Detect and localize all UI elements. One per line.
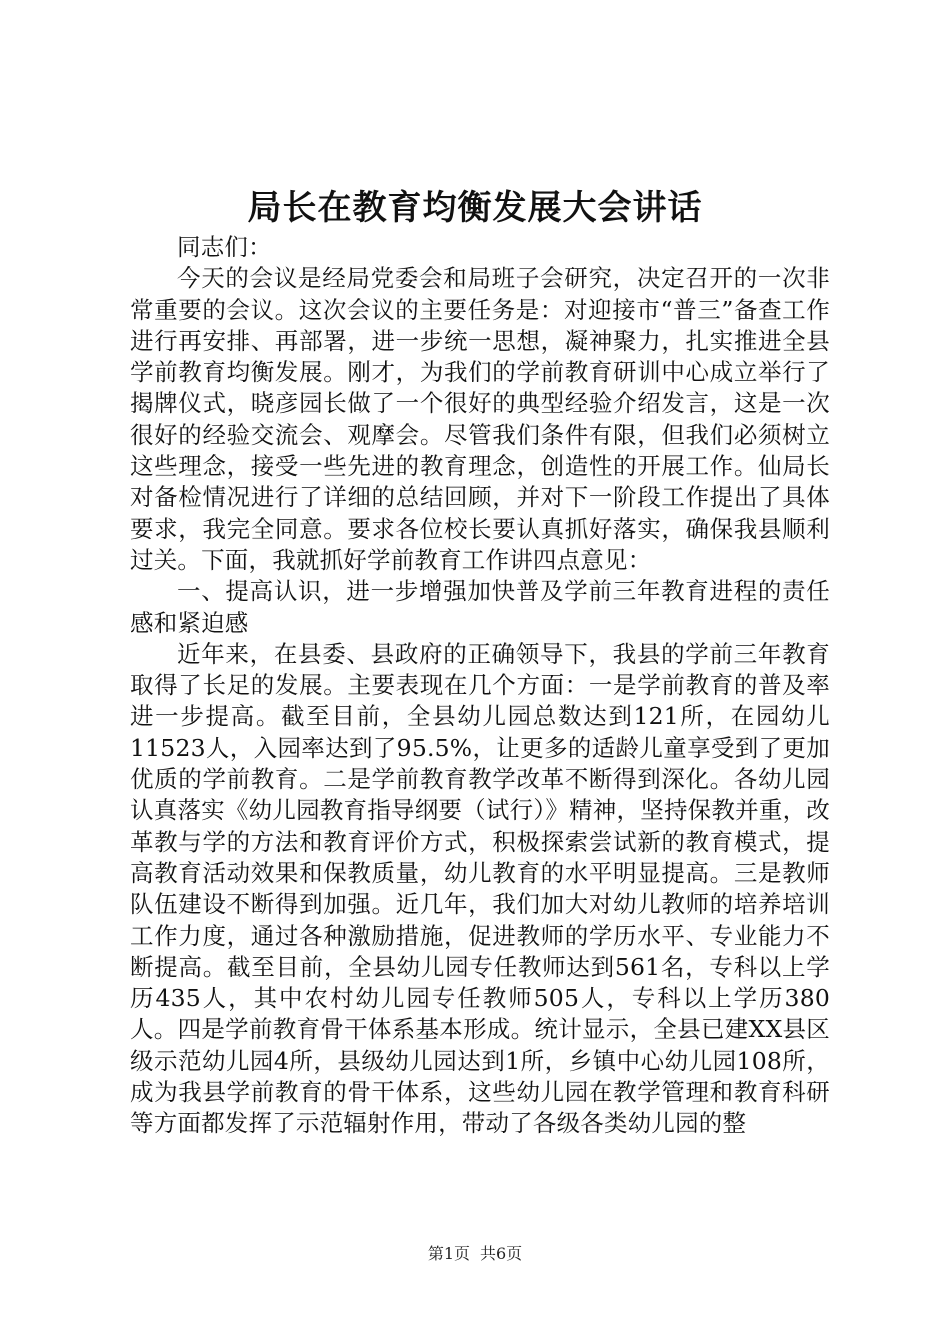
page-total: 共6页 [480, 1244, 523, 1263]
paragraph-intro: 今天的会议是经局党委会和局班子会研究，决定召开的一次非常重要的会议。这次会议的主要任务是：对迎接市“普三”备查工作进行再安排、再部署，进一步统一思想，凝神聚力，扎实推进全县学前教育均衡发展。刚才，为我们的学前教育研训中心成立举行了揭牌仪式，晓彦园长做了一个很好的典型经验介绍发言，这是一次很好的经验交流会、观摩会。尽管我们条件有限，但我们必须树立这些理念，接受一些先进的教育理念，创造性的开展工作。仙局长对备检情况进行了详细的总结回顾，并对下一阶段工作提出了具体要求，我完全同意。要求各位校长要认真抓好落实，确保我县顺利过关。下面，我就抓好学前教育工作讲四点意见： [130, 264, 830, 574]
document-title: 局长在教育均衡发展大会讲话 [247, 188, 703, 228]
section-heading-1: 一、提高认识，进一步增强加快普及学前三年教育进程的责任感和紧迫感 [130, 577, 830, 637]
salutation: 同志们： [177, 233, 272, 261]
page-number: 第1页 [427, 1244, 470, 1263]
paragraph-achievements: 近年来，在县委、县政府的正确领导下，我县的学前三年教育取得了长足的发展。主要表现在几个方面：一是学前教育的普及率进一步提高。截至目前，全县幼儿园总数达到121所，在园幼儿11523人，入园率达到了95.5%，让更多的适龄儿童享受到了更加优质的学前教育。二是学前教育教学改革不断得到深化。各幼儿园认真落实《幼儿园教育指导纲要（试行）》精神，坚持保教并重，改革教与学的方法和教育评价方式，积极探索尝试新的教育模式，提高教育活动效果和保教质量，幼儿教育的水平明显提高。三是教师队伍建设不断得到加强。近几年，我们加大对幼儿教师的培养培训工作力度，通过各种激励措施，促进教师的学历水平、专业能力不断提高。截至目前，全县幼儿园专任教师达到561名，专科以上学历435人，其中农村幼儿园专任教师505人，专科以上学历380人。四是学前教育骨干体系基本形成。统计显示，全县已建XX县区级示范幼儿园4所，县级幼儿园达到1所，乡镇中心幼儿园108所，成为我县学前教育的骨干体系，这些幼儿园在教学管理和教育科研等方面都发挥了示范辐射作用，带动了各级各类幼儿园的整 [130, 639, 830, 1138]
page-footer [0, 1243, 950, 1265]
document-body [130, 232, 830, 1140]
